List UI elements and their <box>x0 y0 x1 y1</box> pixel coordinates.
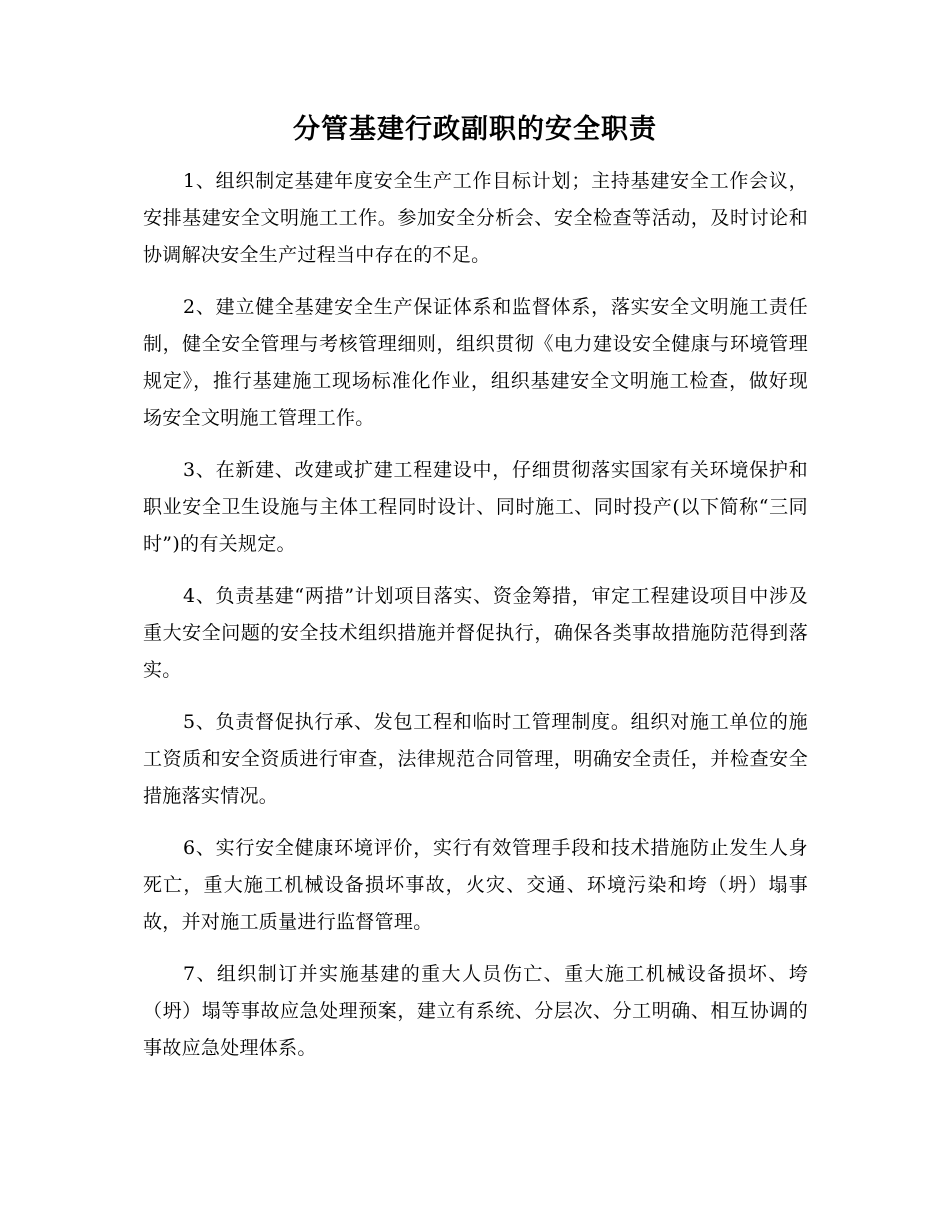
paragraph-3: 3、在新建、改建或扩建工程建设中，仔细贯彻落实国家有关环境保护和职业安全卫生设施与主体工程同时设计、同时施工、同时投产(以下简称“三同时”)的有关规定。 <box>143 459 808 555</box>
document-title: 分管基建行政副职的安全职责 <box>293 114 657 145</box>
paragraph-5: 5、负责督促执行承、发包工程和临时工管理制度。组织对施工单位的施工资质和安全资质进行审查，法律规范合同管理，明确安全责任，并检查安全措施落实情况。 <box>143 711 808 807</box>
document-body <box>143 163 808 1082</box>
paragraph-4: 4、负责基建“两措”计划项目落实、资金筹措，审定工程建设项目中涉及重大安全问题的安全技术组织措施并督促执行，确保各类事故措施防范得到落实。 <box>143 585 808 681</box>
paragraph-7: 7、组织制订并实施基建的重大人员伤亡、重大施工机械设备损坏、垮（坍）塌等事故应急处理预案，建立有系统、分层次、分工明确、相互协调的事故应急处理体系。 <box>143 963 808 1059</box>
paragraph-2: 2、建立健全基建安全生产保证体系和监督体系，落实安全文明施工责任制，健全安全管理与考核管理细则，组织贯彻《电力建设安全健康与环境管理规定》，推行基建施工现场标准化作业，组织基建安全文明施工检查，做好现场安全文明施工管理工作。 <box>143 296 808 429</box>
paragraph-1: 1、组织制定基建年度安全生产工作目标计划；主持基建安全工作会议，安排基建安全文明施工工作。参加安全分析会、安全检查等活动，及时讨论和协调解决安全生产过程当中存在的不足。 <box>143 170 808 266</box>
paragraph-6: 6、实行安全健康环境评价，实行有效管理手段和技术措施防止发生人身死亡，重大施工机械设备损坏事故，火灾、交通、环境污染和垮（坍）塌事故，并对施工质量进行监督管理。 <box>143 837 808 933</box>
